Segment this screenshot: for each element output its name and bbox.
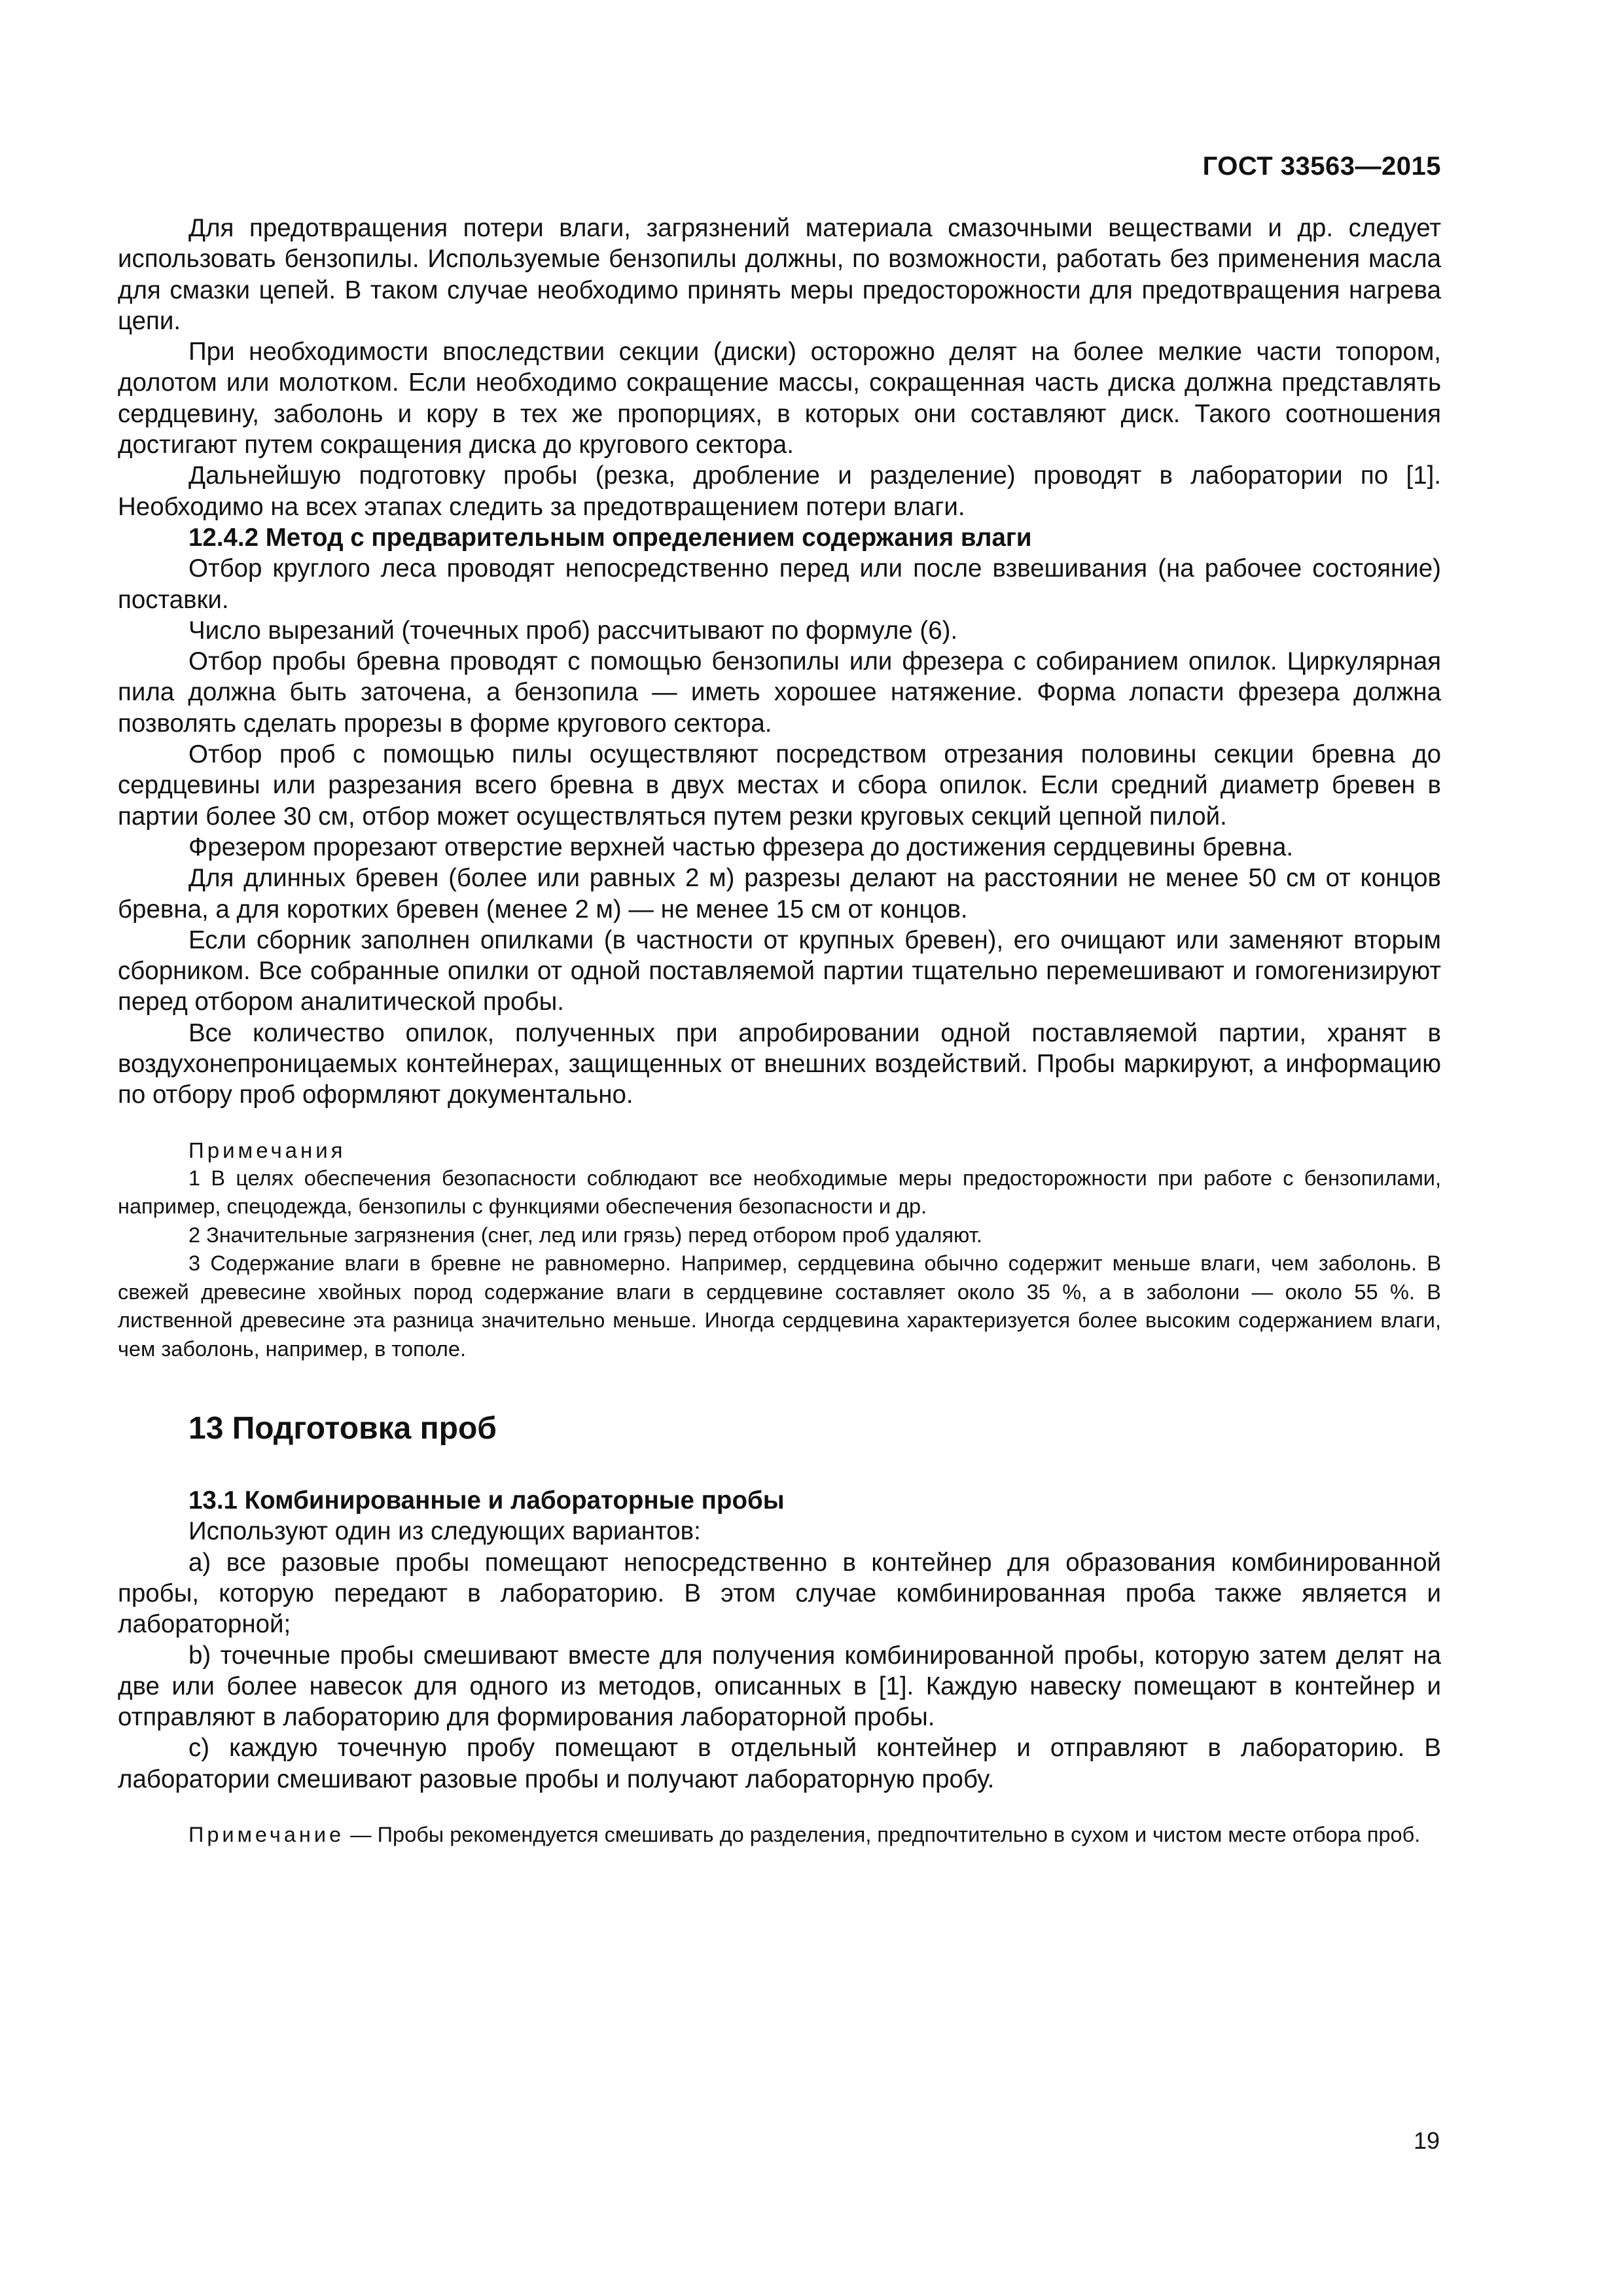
paragraph: Используют один из следующих вариантов: — [188, 1517, 701, 1546]
paragraph: Фрезером прорезают отверстие верхней частью фрезера до достижения сердцевины бревна. — [188, 833, 1294, 861]
subsection-title-13-1: 13.1 Комбинированные и лабораторные пробы — [188, 1486, 785, 1515]
section-title-13: 13 Подготовка проб — [188, 1411, 497, 1446]
note-item: 1 В целях обеспечения безопасности соблюдают все необходимые меры предосторожности при работе с бензопилами, например, спецодежда, бензопилы с функциями обеспечения безопасности и др. — [118, 1166, 1441, 1219]
paragraph: Для предотвращения потери влаги, загрязнений материала смазочными веществами и др. следует использовать бензопилы. Используемые бензопилы должны, по возможности, работать без применения масла для смазки цепей. В таком случае необходимо принять меры предосторожности для предотвращения нагрева цепи. — [118, 214, 1441, 335]
paragraph: Отбор круглого леса проводят непосредственно перед или после взвешивания (на рабочее состояние) поставки. — [118, 554, 1441, 614]
document-id-header: ГОСТ 33563—2015 — [1202, 152, 1441, 181]
subsection-title-12-4-2: 12.4.2 Метод с предварительным определением содержания влаги — [188, 523, 1032, 552]
note-item: 3 Содержание влаги в бревне не равномерно. Например, сердцевина обычно содержит меньше влаги, чем заболонь. В свежей древесине хвойных пород содержание влаги в сердцевине составляет около 35 %, а в заболони — около 55 %. В лиственной древесине эта разница значительно меньше. Иногда сердцевина характеризуется более высоким содержанием влаги, чем заболонь, например, в тополе. — [118, 1251, 1441, 1361]
paragraph: Отбор пробы бревна проводят с помощью бензопилы или фрезера с собиранием опилок. Циркулярная пила должна быть заточена, а бензопила — иметь хорошее натяжение. Форма лопасти фрезера должна позволять сделать прорезы в форме кругового сектора. — [118, 647, 1441, 738]
page-content — [118, 213, 1441, 1850]
final-note — [118, 1821, 1441, 1850]
page-number: 19 — [1413, 2127, 1440, 2154]
final-note-text: — Пробы рекомендуется смешивать до разделения, предпочтительно в сухом и чистом месте отбора проб. — [344, 1823, 1421, 1847]
final-note-label: Примечание — [188, 1823, 345, 1847]
paragraph: Дальнейшую подготовку пробы (резка, дробление и разделение) проводят в лаборатории по [1]. Необходимо на всех этапах следить за предотвращением потери влаги. — [118, 461, 1441, 521]
list-item: a) все разовые пробы помещают непосредственно в контейнер для образования комбинированной пробы, которую передают в лабораторию. В этом случае комбинированная проба также является и лабораторной; — [118, 1548, 1441, 1639]
list-item: c) каждую точечную пробу помещают в отдельный контейнер и отправляют в лабораторию. В лаборатории смешивают разовые пробы и получают лабораторную пробу. — [118, 1734, 1441, 1793]
paragraph: Все количество опилок, полученных при апробировании одной поставляемой партии, хранят в воздухонепроницаемых контейнерах, защищенных от внешних воздействий. Пробы маркируют, а информацию по отбору проб оформляют документально. — [118, 1018, 1441, 1109]
paragraph: Отбор проб с помощью пилы осуществляют посредством отрезания половины секции бревна до сердцевины или разрезания всего бревна в двух местах и сбора опилок. Если средний диаметр бревен в партии более 30 см, отбор может осуществляться путем резки круговых секций цепной пилой. — [118, 740, 1441, 831]
paragraph: При необходимости впоследствии секции (диски) осторожно делят на более мелкие части топором, долотом или молотком. Если необходимо сокращение массы, сокращенная часть диска должна представлять сердцевину, заболонь и кору в тех же пропорциях, в которых они составляют диск. Такого соотношения достигают путем сокращения диска до кругового сектора. — [118, 338, 1441, 459]
paragraph: Для длинных бревен (более или равных 2 м) разрезы делают на расстоянии не менее 50 см от концов бревна, а для коротких бревен (менее 2 м) — не менее 15 см от концов. — [118, 864, 1441, 924]
note-item: 2 Значительные загрязнения (снег, лед или грязь) перед отбором проб удаляют. — [188, 1223, 982, 1247]
list-item: b) точечные пробы смешивают вместе для получения комбинированной пробы, которую затем делят на две или более навесок для одного из методов, описанных в [1]. Каждую навеску помещают в контейнер и отправляют в лабораторию для формирования лабораторной пробы. — [118, 1641, 1441, 1732]
paragraph: Число вырезаний (точечных проб) рассчитывают по формуле (6). — [188, 616, 958, 645]
notes-title: Примечания — [188, 1138, 346, 1162]
paragraph: Если сборник заполнен опилками (в частности от крупных бревен), его очищают или заменяют вторым сборником. Все собранные опилки от одной поставляемой партии тщательно перемешивают и гомогенизируют перед отбором аналитической пробы. — [118, 925, 1441, 1016]
